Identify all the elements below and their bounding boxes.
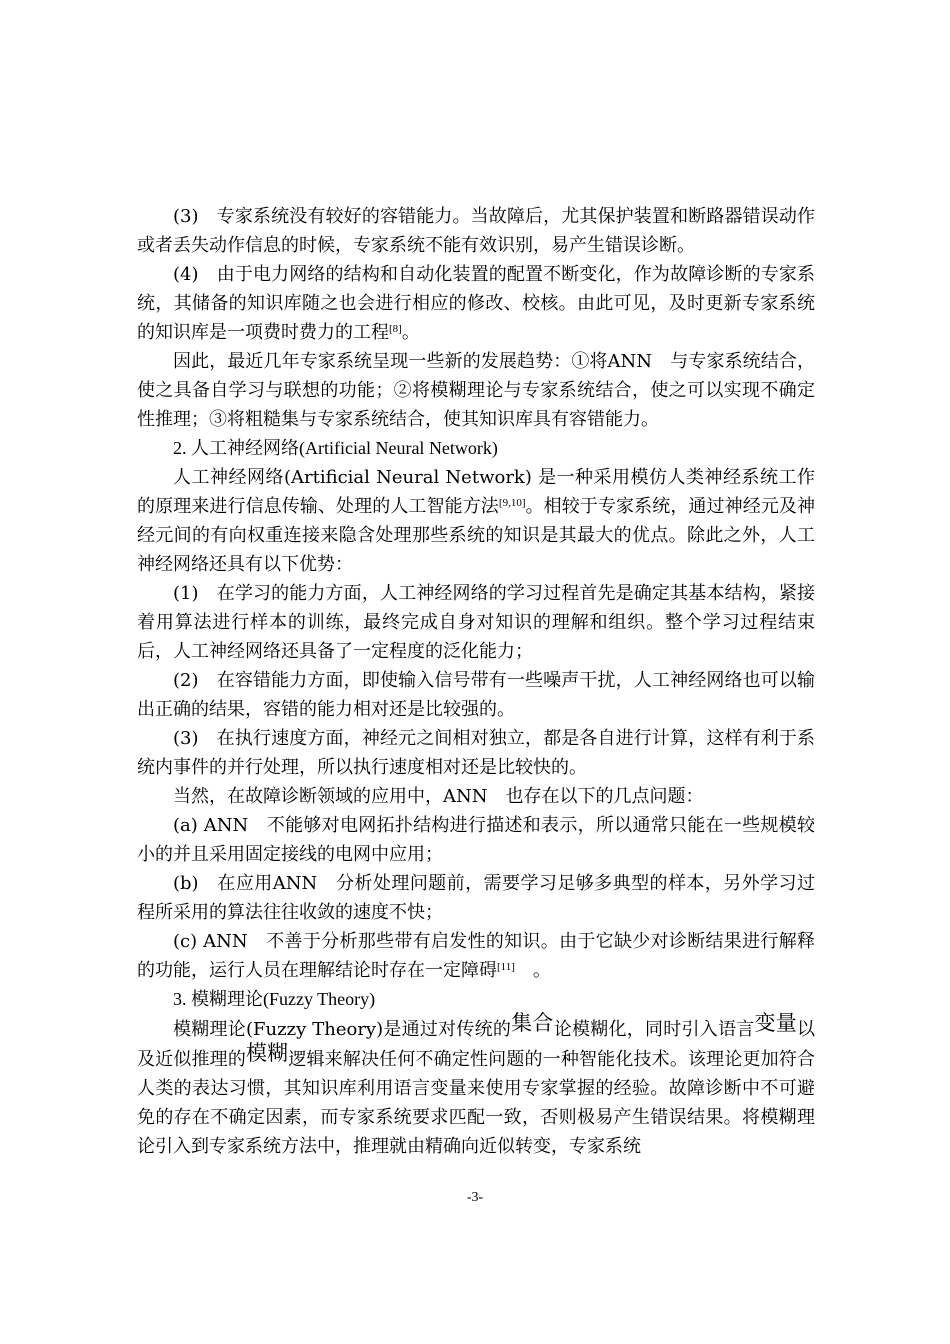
ann-problem-c-text: (c) ANN 不善于分析那些带有启发性的知识。由于它缺少对诊断结果进行解释的功能，运行人员在理解结论时存在一定障碍 bbox=[137, 931, 815, 981]
fuzzy-intro-part-d: 逻辑来解决任何不确定性问题的一种智能化技术。该理论更加符合人类的表达习惯，其知识库利用语言变量来使用专家掌握的经验。故障诊断中不可避免的存在不确定因素，而专家系统要求匹配一致，否则极易产生错误结果。将模糊理论引入到专家系统方法中，推理就由精确向近似转变，专家系统 bbox=[137, 1049, 816, 1157]
ann-problem-c-end: 。 bbox=[514, 960, 551, 981]
citation-8: [8] bbox=[389, 323, 402, 335]
expert-item-4-text: (4) 由于电力网络的结构和自动化装置的配置不断变化，作为故障诊断的专家系统，其储备的知识库随之也会进行相应的修改、校核。由此可见，及时更新专家系统的知识库是一项费时费力的工程 bbox=[137, 264, 815, 343]
ann-intro-text: 人工神经网络(Artificial Neural Network) 是一种采用模仿人类神经系统工作的原理来进行信息传输、处理的人工智能方法 bbox=[137, 467, 815, 517]
citation-9-10: [9,10] bbox=[498, 497, 526, 509]
page-content bbox=[137, 202, 815, 1161]
section-heading-fuzzy bbox=[137, 985, 815, 1014]
fuzzy-intro-word-mohu: 模糊 bbox=[246, 1041, 289, 1065]
section-heading-ann-number: 2. bbox=[173, 438, 191, 458]
fuzzy-intro-part-b: 论模糊化，同时引入语言 bbox=[553, 1019, 755, 1040]
paragraph-ann-advantage-3: (3) 在执行速度方面，神经元之间相对独立，都是各自进行计算，这样有利于系统内事件的并行处理，所以执行速度相对还是比较快的。 bbox=[137, 728, 815, 778]
section-heading-fuzzy-cn: 模糊理论 bbox=[191, 989, 263, 1010]
section-heading-fuzzy-number: 3. bbox=[173, 989, 191, 1009]
paragraph-ann-problem-c bbox=[137, 927, 815, 985]
fuzzy-intro-word-jihe: 集合 bbox=[511, 1011, 554, 1035]
paragraph-ann-advantage-2: (2) 在容错能力方面，即使输入信号带有一些噪声干扰，人工神经网络也可以输出正确的结果，容错的能力相对还是比较强的。 bbox=[137, 670, 815, 720]
paragraph-ann-intro bbox=[137, 463, 815, 579]
section-heading-ann-cn: 人工神经网络 bbox=[191, 438, 299, 459]
paragraph-ann-advantage-1: (1) 在学习的能力方面，人工神经网络的学习过程首先是确定其基本结构，紧接着用算法进行样本的训练，最终完成自身对知识的理解和组织。整个学习过程结束后，人工神经网络还具备了一定程度的泛化能力； bbox=[137, 583, 815, 662]
paragraph-expert-item-4 bbox=[137, 260, 815, 347]
fuzzy-intro-part-a: 模糊理论(Fuzzy Theory)是通过对传统的 bbox=[173, 1019, 512, 1040]
paragraph-expert-trends: 因此，最近几年专家系统呈现一些新的发展趋势：①将ANN 与专家系统结合，使之具备自学习与联想的功能；②将模糊理论与专家系统结合，使之可以实现不确定性推理；③将粗糙集与专家系统结合，使其知识库具有容错能力。 bbox=[137, 351, 815, 430]
paragraph-ann-problem-b: (b) 在应用ANN 分析处理问题前，需要学习足够多典型的样本，另外学习过程所采用的算法往往收敛的速度不快； bbox=[137, 873, 815, 923]
paragraph-fuzzy-intro bbox=[137, 1011, 816, 1161]
citation-11: [11] bbox=[497, 961, 515, 973]
section-heading-ann bbox=[137, 434, 815, 463]
paragraph-ann-problems-intro: 当然，在故障诊断领域的应用中，ANN 也存在以下的几点问题： bbox=[173, 786, 704, 807]
expert-item-4-end: 。 bbox=[401, 322, 420, 343]
paragraph-ann-problem-a: (a) ANN 不能够对电网拓扑结构进行描述和表示，所以通常只能在一些规模较小的并且采用固定接线的电网中应用； bbox=[137, 815, 815, 865]
section-heading-fuzzy-en: (Fuzzy Theory) bbox=[263, 989, 376, 1009]
fuzzy-intro-part-c: 以及近似推理的 bbox=[137, 1019, 816, 1070]
page-number: -3- bbox=[466, 1190, 484, 1205]
paragraph-expert-item-3: (3) 专家系统没有较好的容错能力。当故障后，尤其保护装置和断路器错误动作或者丢失动作信息的时候，专家系统不能有效识别，易产生错误诊断。 bbox=[137, 206, 815, 256]
section-heading-ann-en: (Artificial Neural Network) bbox=[299, 438, 498, 458]
ann-intro-rest: 。相较于专家系统，通过神经元及神经元间的有向权重连接来隐含处理那些系统的知识是其最大的优点。除此之外，人工神经网络还具有以下优势： bbox=[137, 496, 816, 575]
fuzzy-intro-word-bianliang: 变量 bbox=[754, 1011, 798, 1035]
